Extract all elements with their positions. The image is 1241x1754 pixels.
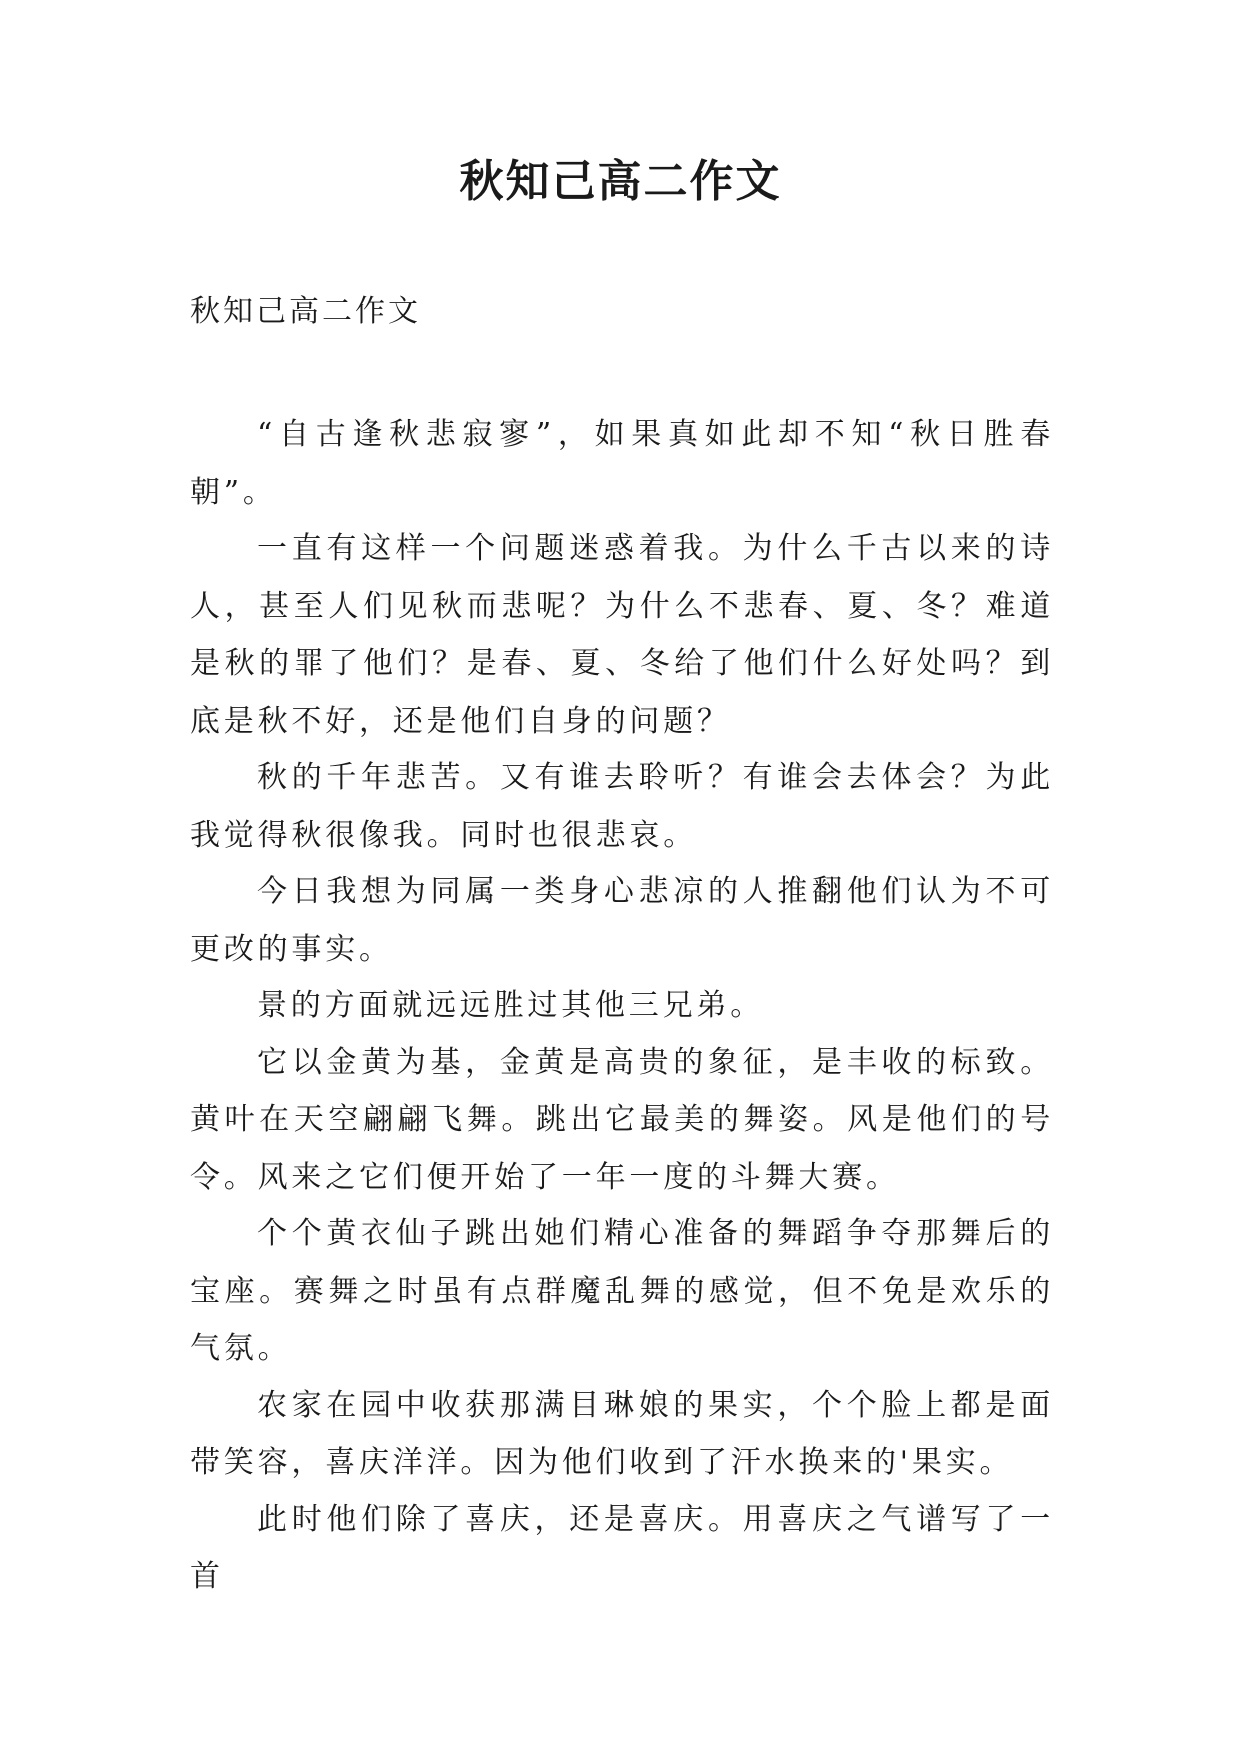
page-title: 秋知己高二作文 — [459, 156, 782, 207]
paragraph: 今日我想为同属一类身心悲凉的人推翻他们认为不可更改的事实。 — [190, 874, 1054, 967]
document-subtitle: 秋知己高二作文 — [190, 294, 421, 329]
paragraph: 此时他们除了喜庆，还是喜庆。用喜庆之气谱写了一首 — [190, 1501, 1054, 1594]
paragraph: “自古逢秋悲寂寥”，如果真如此却不知“秋日胜春朝”。 — [190, 417, 1054, 510]
paragraph: 个个黄衣仙子跳出她们精心准备的舞蹈争夺那舞后的宝座。赛舞之时虽有点群魔乱舞的感觉，但不免是欢乐的气氛。 — [190, 1216, 1054, 1366]
paragraph: 它以金黄为基，金黄是高贵的象征，是丰收的标致。黄叶在天空翩翩飞舞。跳出它最美的舞姿。风是他们的号令。风来之它们便开始了一年一度的斗舞大赛。 — [190, 1044, 1054, 1195]
paragraph: 农家在园中收获那满目琳娘的果实，个个脸上都是面带笑容，喜庆洋洋。因为他们收到了汗水换来的'果实。 — [190, 1387, 1054, 1480]
paragraph: 秋的千年悲苦。又有谁去聆听？有谁会去体会？为此我觉得秋很像我。同时也很悲哀。 — [190, 760, 1054, 853]
paragraph: 景的方面就远远胜过其他三兄弟。 — [257, 988, 764, 1023]
essay-body — [190, 406, 1054, 1605]
paragraph: 一直有这样一个问题迷惑着我。为什么千古以来的诗人，甚至人们见秋而悲呢？为什么不悲春、夏、冬？难道是秋的罪了他们？是春、夏、冬给了他们什么好处吗？到底是秋不好，还是他们自身的问题？ — [190, 531, 1054, 739]
